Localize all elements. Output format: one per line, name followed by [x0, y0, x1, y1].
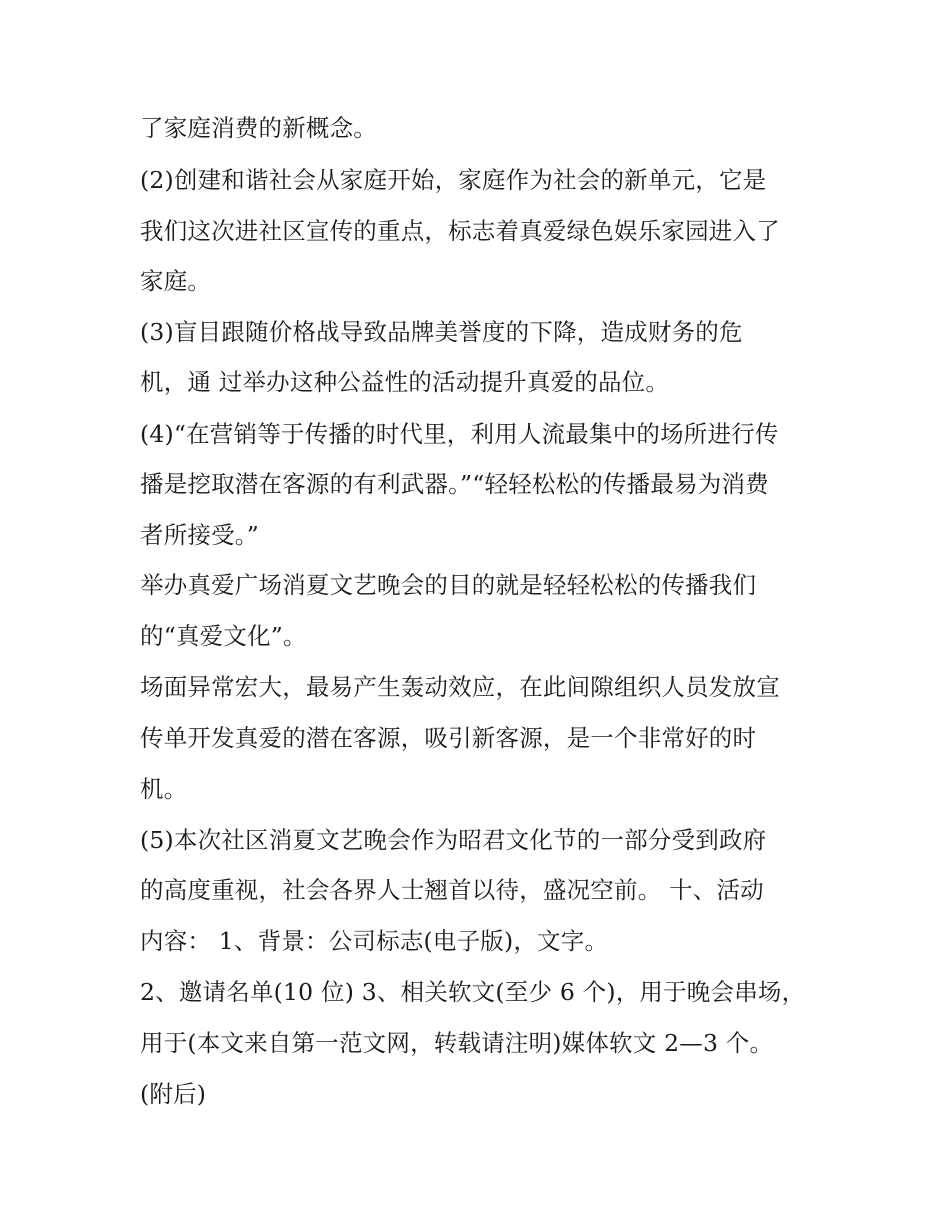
text-line: 机。 [140, 775, 188, 803]
text-line: 了家庭消费的新概念。 [140, 114, 377, 142]
text-line: 机，通 过举办这种公益性的活动提升真爱的品位。 [140, 368, 670, 396]
text-line: (4)“在营销等于传播的时代里，利用人流最集中的场所进行传 [140, 420, 779, 448]
text-line: (附后) [140, 1080, 207, 1108]
text-line: 者所接受。” [140, 521, 259, 549]
text-line: (5)本次社区消夏文艺晚会作为昭君文化节的一部分受到政府 [140, 826, 767, 854]
text-line: 传单开发真爱的潜在客源，吸引新客源，是一个非常好的时 [140, 724, 757, 752]
text-line: (3)盲目跟随价格战导致品牌美誉度的下降，造成财务的危 [140, 318, 743, 346]
text-line: 用于(本文来自第一范文网，转载请注明)媒体软文 2—3 个。 [140, 1029, 774, 1057]
text-line: 举办真爱广场消夏文艺晚会的目的就是轻轻松松的传播我们 [140, 571, 757, 599]
text-line: 的高度重视，社会各界人士翘首以待，盛况空前。 十、活动 [140, 876, 764, 904]
text-line: 家庭。 [140, 267, 212, 295]
text-line: 场面异常宏大，最易产生轰动效应，在此间隙组织人员发放宣 [140, 673, 780, 701]
text-line: 的“真爱文化”。 [140, 622, 307, 650]
text-line: (2)创建和谐社会从家庭开始，家庭作为社会的新单元，它是 [140, 166, 767, 194]
text-line: 我们这次进社区宣传的重点，标志着真爱绿色娱乐家园进入了 [140, 217, 780, 245]
text-line: 2、邀请名单(10 位) 3、相关软文(至少 6 个)，用于晚会串场， [140, 978, 806, 1006]
text-line: 内容： 1、背景：公司标志(电子版)，文字。 [140, 927, 609, 955]
text-line: 播是挖取潜在客源的有利武器。”“轻轻松松的传播最易为消费 [140, 470, 769, 498]
